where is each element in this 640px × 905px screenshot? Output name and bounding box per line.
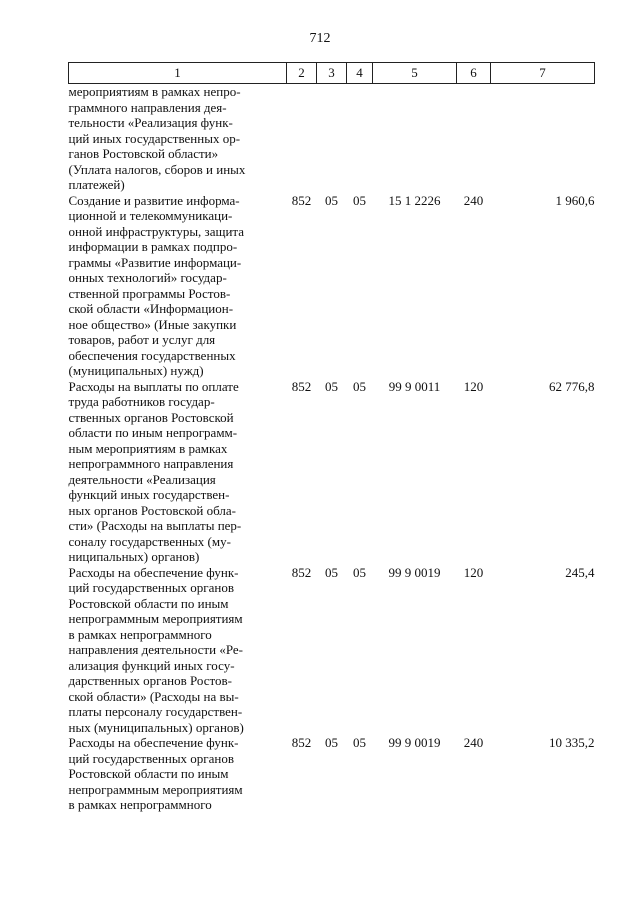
- ministry-code: 852: [291, 735, 312, 750]
- amount: 245,4: [565, 564, 595, 580]
- header-row: [69, 63, 595, 84]
- column-header: 4: [347, 63, 373, 84]
- column-header: 7: [491, 63, 595, 84]
- expense-type-code: [457, 84, 491, 193]
- page-number: 712: [309, 31, 331, 46]
- row-description: Расходы на обеспечение функ- ций государственных органов Ростовской области по иным непрограммным мероприятиям в рамках непрограммного направления деятельности «Ре- ализация функций иных госу- дарственных органов Ростов- ской области» (Расходы на вы- платы персоналу государствен- ных (муниципальных) органов): [68, 564, 244, 735]
- ministry-code: [287, 84, 317, 193]
- amount: [491, 84, 595, 193]
- table-row: [69, 735, 595, 813]
- target-code: 15 1 2226: [388, 192, 441, 208]
- subsection-code: 05: [353, 564, 366, 580]
- ministry-code: 852: [291, 378, 312, 394]
- section-code: 05: [325, 378, 338, 394]
- column-header: 2: [287, 63, 317, 84]
- row-description: Расходы на обеспечение функ- ций государственных органов Ростовской области по иным непрограммным мероприятиям в рамках непрограммного: [68, 735, 243, 812]
- expense-type-code: 120: [463, 378, 484, 394]
- column-header: 6: [457, 63, 491, 84]
- amount: 10 335,2: [549, 735, 595, 750]
- target-code: [373, 84, 457, 193]
- subsection-code: [347, 84, 373, 193]
- table-row: [69, 193, 595, 379]
- subsection-code: 05: [353, 378, 366, 394]
- column-header: 3: [317, 63, 347, 84]
- table-row: [69, 379, 595, 565]
- amount: 62 776,8: [549, 378, 595, 394]
- target-code: 99 9 0019: [388, 564, 441, 580]
- target-code: 99 9 0011: [388, 378, 441, 394]
- section-code: [317, 84, 347, 193]
- expense-type-code: 240: [463, 735, 484, 750]
- ministry-code: 852: [291, 564, 312, 580]
- budget-table: [68, 62, 595, 813]
- row-description: Создание и развитие информа- ционной и телекоммуникаци- онной инфраструктуры, защита информации в рамках подпро- граммы «Развитие информаци- онных технологий» государ- ственной программы Ростов- ской области «Информацион- ное общество» (Иные закупки товаров, работ и услуг для обеспечения государственных (муниципальных) нужд): [68, 192, 245, 378]
- section-code: 05: [325, 564, 338, 580]
- ministry-code: 852: [291, 192, 312, 208]
- section-code: 05: [325, 192, 338, 208]
- row-description: мероприятиям в рамках непро- граммного направления дея- тельности «Реализация функ- ций иных государственных ор- ганов Ростовской области» (Уплата налогов, сборов и иных платежей): [68, 84, 246, 192]
- column-header: 5: [373, 63, 457, 84]
- expense-type-code: 120: [463, 564, 484, 580]
- expense-type-code: 240: [463, 192, 484, 208]
- table-row: [69, 565, 595, 736]
- target-code: 99 9 0019: [388, 735, 441, 750]
- row-description: Расходы на выплаты по оплате труда работников государ- ственных органов Ростовской области по иным непрограмм- ным мероприятиям в рамках непрограммного направления деятельности «Реализация функций иных государствен- ных органов Ростовской обла- сти» (Расходы на выплаты пер- соналу государственных (му- ниципальных) органов): [68, 378, 242, 564]
- subsection-code: 05: [353, 192, 366, 208]
- section-code: 05: [325, 735, 338, 750]
- table-row: [69, 84, 595, 193]
- amount: 1 960,6: [555, 192, 595, 208]
- subsection-code: 05: [353, 735, 366, 750]
- column-header: 1: [69, 63, 287, 84]
